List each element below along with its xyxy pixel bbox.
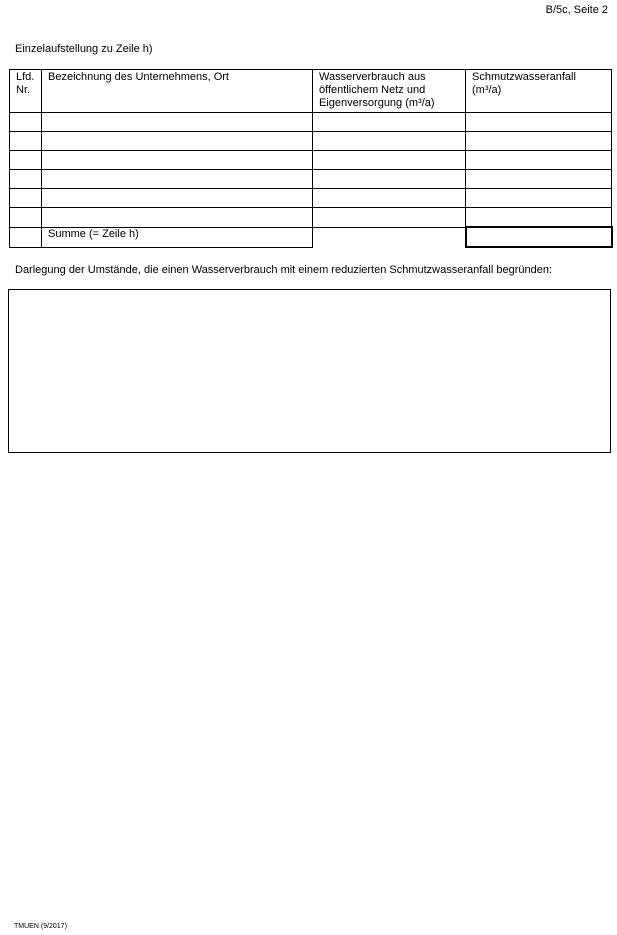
cell-wastewater[interactable]: [466, 151, 612, 170]
sum-value-field[interactable]: [466, 227, 612, 247]
cell-water-consumption[interactable]: [313, 151, 466, 170]
cell-water-consumption[interactable]: [313, 113, 466, 132]
cell-number[interactable]: [10, 208, 42, 228]
table-row: [10, 170, 612, 189]
table-row: [10, 208, 612, 228]
cell-company[interactable]: [42, 208, 313, 228]
cell-wastewater[interactable]: [466, 113, 612, 132]
cell-wastewater[interactable]: [466, 132, 612, 151]
sum-number-cell: [10, 227, 42, 247]
cell-number[interactable]: [10, 113, 42, 132]
column-header-water-consumption: Wasserverbrauch aus öffentlichem Netz und Eigenversorgung (m³/a): [313, 70, 466, 113]
cell-water-consumption[interactable]: [313, 132, 466, 151]
cell-number[interactable]: [10, 170, 42, 189]
cell-wastewater[interactable]: [466, 208, 612, 228]
column-header-wastewater: Schmutzwasseranfall (m³/a): [466, 70, 612, 113]
table-row: [10, 132, 612, 151]
explanation-label: Darlegung der Umstände, die einen Wasserverbrauch mit einem reduzierten Schmutzwasseranfall begründen:: [15, 264, 553, 276]
itemization-table: [9, 69, 613, 248]
cell-number[interactable]: [10, 151, 42, 170]
cell-company[interactable]: [42, 132, 313, 151]
cell-number[interactable]: [10, 132, 42, 151]
table-row: [10, 113, 612, 132]
cell-company[interactable]: [42, 113, 313, 132]
sum-spacer: [313, 227, 466, 247]
cell-water-consumption[interactable]: [313, 170, 466, 189]
cell-wastewater[interactable]: [466, 189, 612, 208]
cell-company[interactable]: [42, 170, 313, 189]
section-title: Einzelaufstellung zu Zeile h): [15, 43, 153, 55]
cell-number[interactable]: [10, 189, 42, 208]
cell-water-consumption[interactable]: [313, 208, 466, 228]
cell-water-consumption[interactable]: [313, 189, 466, 208]
column-header-number: Lfd. Nr.: [10, 70, 42, 113]
column-header-company: Bezeichnung des Unternehmens, Ort: [42, 70, 313, 113]
cell-wastewater[interactable]: [466, 170, 612, 189]
table-header-row: [10, 70, 612, 113]
sum-label: Summe (= Zeile h): [42, 227, 313, 247]
page-reference: B/5c, Seite 2: [545, 4, 608, 16]
sum-row: [10, 227, 612, 247]
form-code: TMUEN (9/2017): [14, 923, 67, 930]
cell-company[interactable]: [42, 189, 313, 208]
cell-company[interactable]: [42, 151, 313, 170]
table-row: [10, 189, 612, 208]
explanation-field[interactable]: [8, 289, 611, 453]
table-row: [10, 151, 612, 170]
